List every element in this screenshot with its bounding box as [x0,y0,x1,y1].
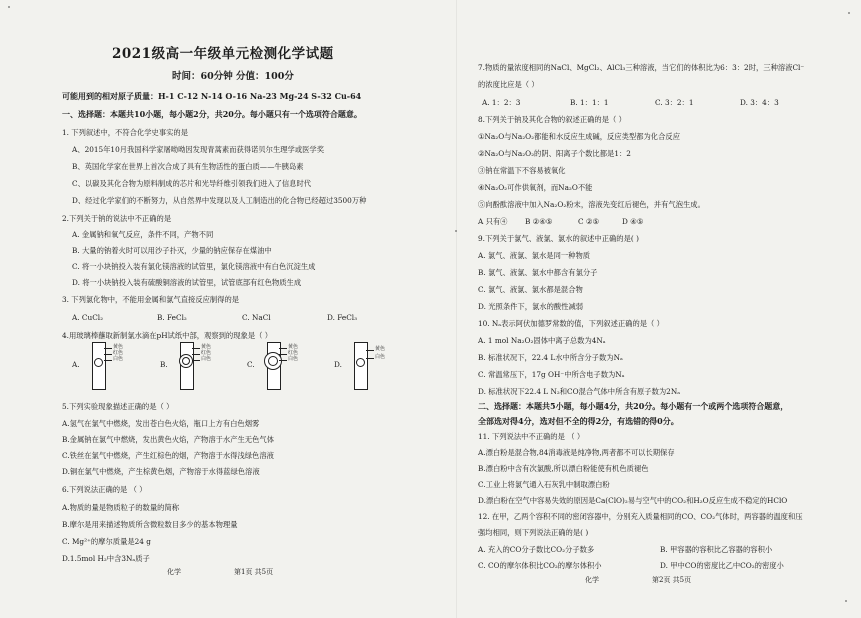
q8-statement-2: ②Na₂O与Na₂O₂的阴、阳离子个数比都是1：2 [478,149,631,158]
q7-stem-line2: 的浓度比应是（ ） [478,80,539,89]
q4-label-a: A. [72,360,80,369]
q12-option-d: D. 甲中CO的密度比乙中CO₂的密度小 [660,561,784,570]
scan-speck [455,230,457,232]
q2-option-b: B. 大量的钠着火时可以用沙子扑灭，少量的钠应保存在煤油中 [72,246,272,255]
time-and-score: 时间：60分钟 分值：100分 [172,71,294,82]
q7-option-c: C. 3：2：1 [655,98,694,107]
q1-option-d: D、经过化学家们的不断努力，从自然界中发现以及人工制造出的化合物已经超过3500万种 [72,196,367,205]
q10-option-a: A. 1 mol Na₂O₂固体中离子总数为4Nₐ [478,336,606,345]
q1-option-a: A、2015年10月我国科学家屠呦呦因发现青蒿素而获得诺贝尔生理学或医学奖 [72,145,325,154]
color-label: 红色 [113,350,124,356]
q4-label-d: D. [334,360,342,369]
color-label: 黄色 [288,344,299,350]
q8-statement-5: ⑤向酚酞溶液中加入Na₂O₂粉末，溶液先变红后褪色，并有气泡生成。 [478,200,705,209]
color-label: 黄色 [201,344,212,350]
q7-stem-line1: 7.物质的量浓度相同的NaCl、MgCl₂、AlCl₃三种溶液，当它们的体积比为6：3：2时，三种溶液Cl⁻ [478,63,805,72]
q10-option-d: D. 标准状况下22.4 L N₂和CO混合气体中所含有原子数为2Nₐ [478,387,681,396]
color-label: 黄色 [375,346,386,352]
right-page [470,0,855,618]
q8-statement-4: ④Na₂O₂可作供氧剂，而Na₂O不能 [478,183,593,192]
color-label: 白色 [201,356,212,362]
q8-statement-3: ③钠在常温下不容易被氧化 [478,166,566,175]
q7-option-d: D. 3：4：3 [740,98,779,107]
q10-option-c: C. 常温常压下，17g OH⁻中所含电子数为Nₐ [478,370,625,379]
scan-speck [8,6,10,8]
q11-option-d: D.漂白粉在空气中容易失效的原因是Ca(ClO)₂易与空气中的CO₂和H₂O反应生成不稳定的HClO [478,496,788,505]
scan-speck [848,12,850,14]
q6-option-d: D.1.5mol H₂中含3Nₐ质子 [62,554,150,563]
q11-stem: 11. 下列说法中不正确的是 （ ） [478,432,585,441]
scan-speck [845,600,847,602]
q9-option-a: A. 氯气、液氯、氯水是同一种物质 [478,251,591,260]
color-label: 白色 [288,356,299,362]
q12-option-b: B. 甲容器的容积比乙容器的容积小 [660,545,773,554]
q4-figure-b [160,342,250,390]
section1-header: 一、选择题：本题共10小题，每小题2分，共20分。每小题只有一个选项符合题意。 [62,109,362,119]
q6-option-b: B.摩尔是用来描述物质所含微粒数目多少的基本物理量 [62,520,238,529]
q8-option-d: D ④⑤ [622,217,644,226]
q2-stem: 2.下列关于钠的说法中不正确的是 [62,214,172,223]
q3-stem: 3. 下列氯化物中，不能用金属和氯气直接反应制得的是 [62,295,240,304]
footer-page-number: 第2页 共5页 [652,576,692,584]
q7-option-a: A. 1：2：3 [482,98,521,107]
ph-spot [356,358,365,367]
q2-option-a: A. 金属钠和氧气反应，条件不同，产物不同 [72,230,214,239]
q4-figure-d [334,342,424,390]
q9-stem: 9.下列关于氯气、液氯、氯水的叙述中正确的是( ) [478,234,639,243]
q5-option-d: D.铜在氯气中燃烧，产生棕黄色烟，产物溶于水得蓝绿色溶液 [62,467,260,476]
q5-option-c: C.铁丝在氯气中燃烧，产生红棕色的烟，产物溶于水得浅绿色溶液 [62,451,274,460]
q1-stem: 1. 下列叙述中，不符合化学史事实的是 [62,128,189,137]
footer-subject: 化学 [167,568,181,576]
page-divider [456,0,457,618]
q12-option-c: C. CO的摩尔体积比CO₂的摩尔体积小 [478,561,602,570]
q3-option-c: C. NaCl [242,313,271,322]
q12-option-a: A. 充入的CO分子数比CO₂分子数多 [478,545,595,554]
q9-option-b: B. 氯气、液氯、氯水中都含有氯分子 [478,268,598,277]
section2-header-line2: 全部选对得4分，选对但不全的得2分，有选错的得0分。 [478,416,679,426]
q11-option-b: B.漂白粉中含有次氯酸,所以漂白粉能使有机色质褪色 [478,464,649,473]
q8-statement-1: ①Na₂O与Na₂O₂都能和水反应生成碱，反应类型都为化合反应 [478,132,680,141]
q6-stem: 6.下列说法正确的是 （ ） [62,485,147,494]
q8-option-c: C ②⑤ [578,217,599,226]
q4-label-b: B. [160,360,168,369]
q6-option-c: C. Mg²⁺的摩尔质量是24 g [62,537,151,546]
q4-stem: 4.用玻璃棒蘸取新制氯水滴在pH试纸中部，观察到的现象是（ ） [62,331,273,340]
ph-spot [94,358,103,367]
q4-figure-a [72,342,162,390]
q12-stem-line1: 12. 在甲，乙两个容积不同的密闭容器中，分别充入质量相同的CO、CO₂气体时，两容器的温度和压 [478,512,803,521]
color-label: 黄色 [113,344,124,350]
footer-page-number: 第1页 共5页 [234,568,274,576]
ph-spot-inner [182,357,190,365]
q12-stem-line2: 强均相同，则下列说法正确的是( ) [478,528,589,537]
q7-option-b: B. 1：1：1 [570,98,609,107]
ph-spot-inner [268,356,278,366]
q8-option-b: B ②④⑤ [525,217,553,226]
q8-option-a: A 只有④ [478,217,508,226]
q9-option-d: D. 光照条件下，氯水的酸性减弱 [478,302,584,311]
left-page [42,0,437,618]
color-label: 红色 [201,350,212,356]
q6-option-a: A.物质的量是物质粒子的数量的简称 [62,503,180,512]
q5-option-a: A.氢气在氯气中燃烧，发出苍白色火焰，瓶口上方有白色烟雾 [62,419,260,428]
q3-option-b: B. FeCl₂ [157,313,187,322]
footer-subject: 化学 [585,576,599,584]
q5-option-b: B.金属钠在氯气中燃烧，发出黄色火焰，产物溶于水产生无色气体 [62,435,274,444]
color-label: 红色 [288,350,299,356]
q2-option-c: C. 将一小块钠投入装有氯化镁溶液的试管里，氯化镁溶液中有白色沉淀生成 [72,262,316,271]
q3-option-d: D. FeCl₃ [327,313,358,322]
q2-option-d: D. 将一小块钠投入装有硫酸铜溶液的试管里，试管底部有红色物质生成 [72,278,302,287]
color-label: 白色 [113,356,124,362]
q10-option-b: B. 标准状况下，22.4 L水中所含分子数为Nₐ [478,353,623,362]
atomic-masses: 可能用到的相对原子质量：H-1 C-12 N-14 O-16 Na-23 Mg-24 S-32 Cu-64 [62,91,362,101]
exam-title: 2021级高一年级单元检测化学试题 [112,46,334,62]
color-label: 白色 [375,354,386,360]
q11-option-c: C.工业上将氯气通入石灰乳中制取漂白粉 [478,480,610,489]
q8-stem: 8.下列关于钠及其化合物的叙述正确的是（ ） [478,115,626,124]
q9-option-c: C. 氯气、液氯、氯水都是混合物 [478,285,583,294]
q1-option-b: B、英国化学家在世界上首次合成了具有生物活性的蛋白质——牛胰岛素 [72,162,304,171]
q1-option-c: C、以碳及其化合物为原料制成的芯片和光导纤维引领我们进入了信息时代 [72,179,312,188]
q4-figure-c [247,342,337,390]
q3-option-a: A. CuCl₂ [72,313,104,322]
q5-stem: 5.下列实验现象描述正确的是（ ） [62,402,174,411]
q10-stem: 10. Nₐ表示阿伏加德罗常数的值，下列叙述正确的是（ ） [478,319,664,328]
q4-label-c: C. [247,360,255,369]
q11-option-a: A.漂白粉是混合物,84消毒液是纯净物,两者都不可以长期保存 [478,448,675,457]
section2-header-line1: 二、选择题：本题共5小题，每小题4分，共20分。每小题有一个或两个选项符合题意， [478,401,789,411]
